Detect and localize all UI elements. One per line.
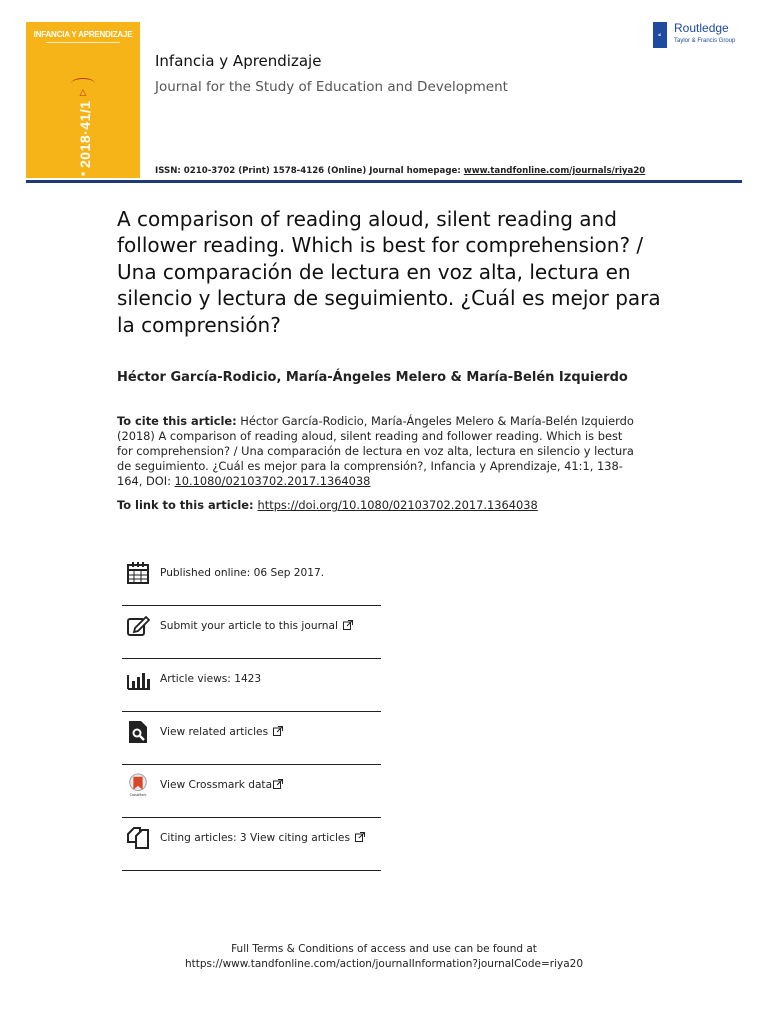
article-doi-link[interactable]: https://doi.org/10.1080/02103702.2017.1364038 (257, 498, 538, 512)
routledge-mark-icon: R (653, 22, 667, 48)
cover-footer-rule (44, 184, 122, 188)
citing-row[interactable] (122, 818, 381, 871)
related-articles-link[interactable] (160, 726, 283, 738)
footer-terms-link[interactable]: https://www.tandfonline.com/action/journalInformation?journalCode=riya20 (184, 958, 584, 970)
cite-text: Héctor García-Rodicio, María-Ángeles Melero & María-Belén Izquierdo (2018) A comparison of reading aloud, silent reading and follower reading. Which is best for comprehension? / Una comparación de lectura en voz alta, lectura en silencio y lectura de seguimiento. ¿Cuál es mejor para la comprensión?, Infancia y Aprendizaje, 41:1, 138-164, DOI: (117, 414, 634, 488)
citation (117, 414, 637, 489)
link-label: To link to this article: (117, 498, 254, 512)
cite-label: To cite this article: (117, 414, 237, 428)
issn-text: ISSN: 0210-3702 (Print) 1578-4126 (Online) Journal homepage: (155, 166, 464, 176)
article-authors: Héctor García-Rodicio, María-Ángeles Melero & María-Belén Izquierdo (117, 370, 628, 385)
citing-articles-link[interactable] (160, 832, 365, 844)
search-document-icon (126, 720, 150, 744)
issn-line (155, 166, 645, 176)
citing-label: Citing articles: 3 View citing articles (160, 832, 350, 844)
edit-icon (126, 614, 150, 638)
bar-chart-icon (126, 667, 150, 691)
cover-volume: 2018·41/1 (77, 100, 93, 168)
journal-homepage-link[interactable]: www.tandfonline.com/journals/riya20 (463, 166, 646, 176)
article-views: Article views: 1423 (160, 673, 262, 685)
journal-cover (26, 22, 140, 178)
external-link-icon (273, 726, 283, 736)
crossmark-label: View Crossmark data (160, 779, 273, 791)
external-link-icon (355, 832, 365, 842)
journal-subtitle: Journal for the Study of Education and Development (155, 79, 508, 95)
submit-article-link[interactable] (160, 620, 353, 632)
cite-doi-link[interactable]: 10.1080/02103702.2017.1364038 (174, 474, 371, 488)
footer-text: Full Terms & Conditions of access and use can be found at (231, 943, 537, 955)
article-info-list (122, 553, 381, 871)
header-rule (26, 180, 742, 183)
cover-divider (46, 42, 120, 45)
external-link-icon (273, 779, 283, 789)
crossmark-link[interactable] (160, 779, 283, 791)
views-row (122, 659, 381, 712)
related-label: View related articles (160, 726, 269, 738)
calendar-icon (126, 561, 150, 585)
footer (0, 942, 768, 972)
related-row[interactable] (122, 712, 381, 765)
publisher-tagline: Taylor & Francis Group (674, 38, 736, 44)
citing-articles-icon (126, 826, 150, 850)
external-link-icon (343, 620, 353, 630)
crossmark-row[interactable] (122, 765, 381, 818)
cover-publisher-logo: ■ (81, 171, 85, 176)
publisher-logo[interactable] (653, 22, 748, 50)
crossmark-icon-label: CrossMark (129, 793, 147, 797)
article-title: A comparison of reading aloud, silent reading and follower reading. Which is best for comprehension? / Una comparación de lectura en voz alta, lectura en silencio y lectura de seguimiento. ¿Cuál es mejor para la comprensión? (117, 207, 661, 337)
cover-title: INFANCIA Y APRENDIZAJE (33, 30, 133, 39)
publisher-name: Routledge (674, 21, 729, 35)
crossmark-icon (126, 773, 150, 797)
article-link (117, 498, 538, 512)
submit-label: Submit your article to this journal (160, 620, 338, 632)
published-date: Published online: 06 Sep 2017. (160, 567, 325, 579)
cover-figure-icon: △ (79, 88, 87, 98)
submit-row[interactable] (122, 606, 381, 659)
journal-title: Infancia y Aprendizaje (155, 52, 322, 70)
published-row (122, 553, 381, 606)
